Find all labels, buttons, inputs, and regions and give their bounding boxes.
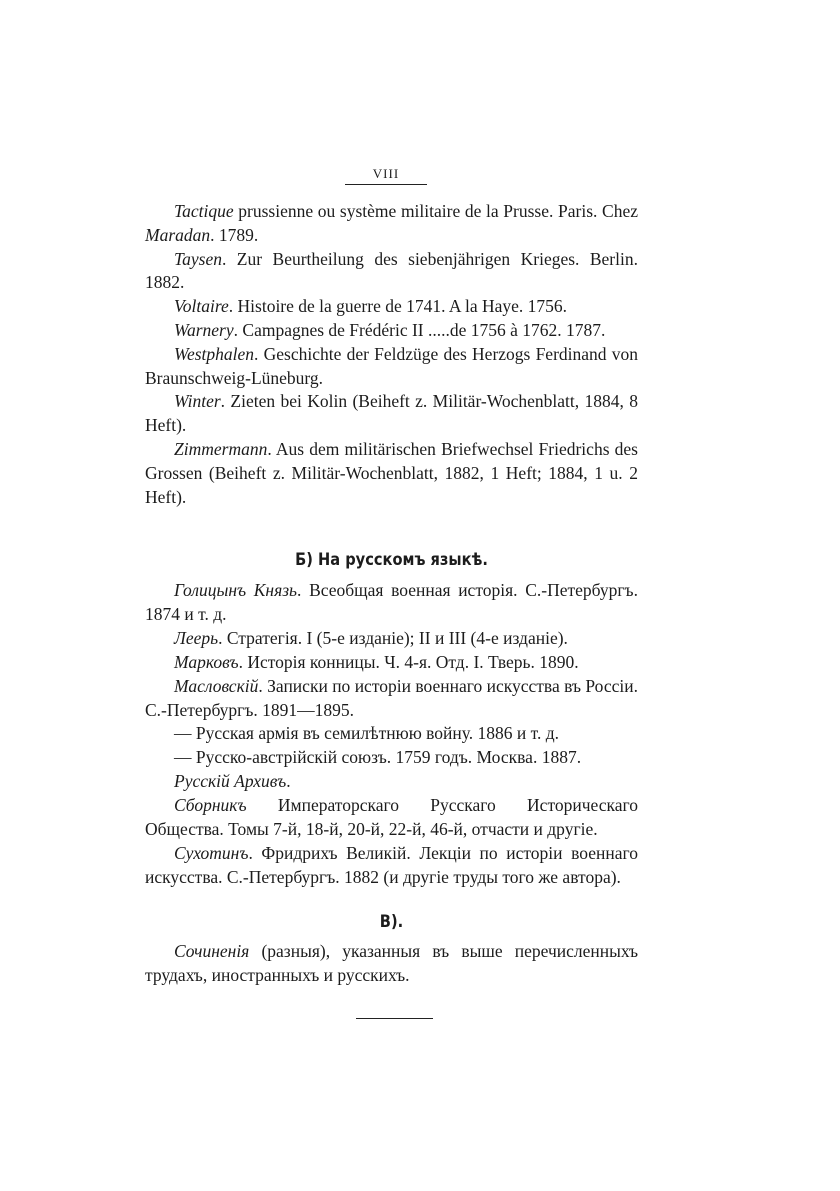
entry-author: Сборникъ [174,795,247,816]
entry-author: Масловскій [174,675,259,696]
entry-text: — Русско-австрійскій союзъ. 1759 годъ. Москва. 1887. [174,747,582,768]
page-number: VIII [372,166,400,181]
entry-text: prussienne ou système militaire de la Prusse. Paris. Chez [233,201,638,221]
entry-text: (разныя), указанныя въ выше перечисленныхъ трудахъ, иностранныхъ и русскихъ. [145,941,638,985]
entry-author: Voltaire [174,296,229,317]
bibliography-entry [145,200,638,248]
entry-text: . Стратегія. I (5-е изданіе); II и III (4-е изданіе). [218,627,568,648]
bibliography-entry [145,651,638,675]
section-v [145,910,638,934]
entry-author: Tactique [174,201,234,221]
bibliography-entry [145,390,638,438]
entry-text: . Всеобщая военная исторія. С.-Петербургъ. 1874 и т. д. [145,580,638,624]
entry-text: . [286,771,291,792]
entry-text: . Записки по исторіи военнаго искусства въ Россіи. С.-Петербургъ. 1891—1895. [145,675,638,720]
foreign-bibliography [145,200,638,509]
entry-publisher: Maradan [145,224,211,245]
entry-author: Голицынъ Князь [174,580,298,600]
bibliography-entry [145,842,638,890]
bibliography-entry [145,675,638,723]
bibliography-entry [145,627,638,651]
entry-text: . Zur Beurtheilung des siebenjährigen Krieges. Berlin. 1882. [145,248,638,293]
entry-text: . Фридрихъ Великій. Лекціи по исторіи военнаго искусства. С.-Петербургъ. 1882 (и другіе труды того же автора). [145,842,638,887]
entry-text: . Aus dem militärischen Briefwechsel Friedrichs des Grossen (Beiheft z. Militär-Wochenblatt, 1882, 1 Heft; 1884, 1 u. 2 Heft). [145,438,638,507]
footer-rule [356,1018,433,1019]
entry-text: . Zieten bei Kolin (Beiheft z. Militär-Wochenblatt, 1884, 8 Heft). [145,391,638,436]
entry-text: Императорскаго Русскаго Историческаго Общества. Томы 7-й, 18-й, 20-й, 22-й, 46-й, отчасти и другіе. [145,795,638,840]
entry-author: Русскій Архивъ [174,771,287,792]
entry-text: . Campagnes de Frédéric II .....de 1756 à 1762. 1787. [233,319,606,340]
bibliography-entry [145,248,638,296]
bibliography-entry [145,794,638,842]
entry-author: Сухотинъ [174,842,249,863]
entry-author: Zimmermann [174,438,268,459]
entry-text: . Histoire de la guerre de 1741. A la Haye. 1756. [228,296,568,317]
entry-author: Леерь [174,627,219,648]
bibliography-entry [145,295,638,319]
entry-text: . 1789. [210,224,259,245]
bibliography-entry [145,438,638,509]
bibliography-entry [145,770,638,794]
entry-author: Westphalen [174,343,255,364]
header-rule [345,184,427,185]
entry-author: Марковъ [174,651,239,672]
russian-bibliography [145,579,638,890]
entry-author: Winter [174,391,221,412]
bibliography-entry [145,343,638,391]
entry-text: . Исторія конницы. Ч. 4-я. Отд. I. Тверь. 1890. [238,651,579,672]
bibliography-entry [145,746,638,770]
entry-author: Warnery [174,319,234,340]
bibliography-entry [145,579,638,627]
entry-text: — Русская армія въ семилѣтнюю войну. 1886 и т. д. [174,723,559,744]
other-bibliography [145,940,638,988]
bibliography-entry [145,319,638,343]
bibliography-entry [145,940,638,988]
section-heading: Б) На русскомъ языкѣ. [295,550,488,570]
bibliography-entry [145,722,638,746]
entry-author: Сочиненія [174,941,250,961]
section-b [145,548,638,572]
section-heading: В). [379,912,404,932]
entry-author: Taysen [174,248,222,269]
entry-text: . Geschichte der Feldzüge des Herzogs Ferdinand von Braunschweig-Lüneburg. [145,343,638,388]
